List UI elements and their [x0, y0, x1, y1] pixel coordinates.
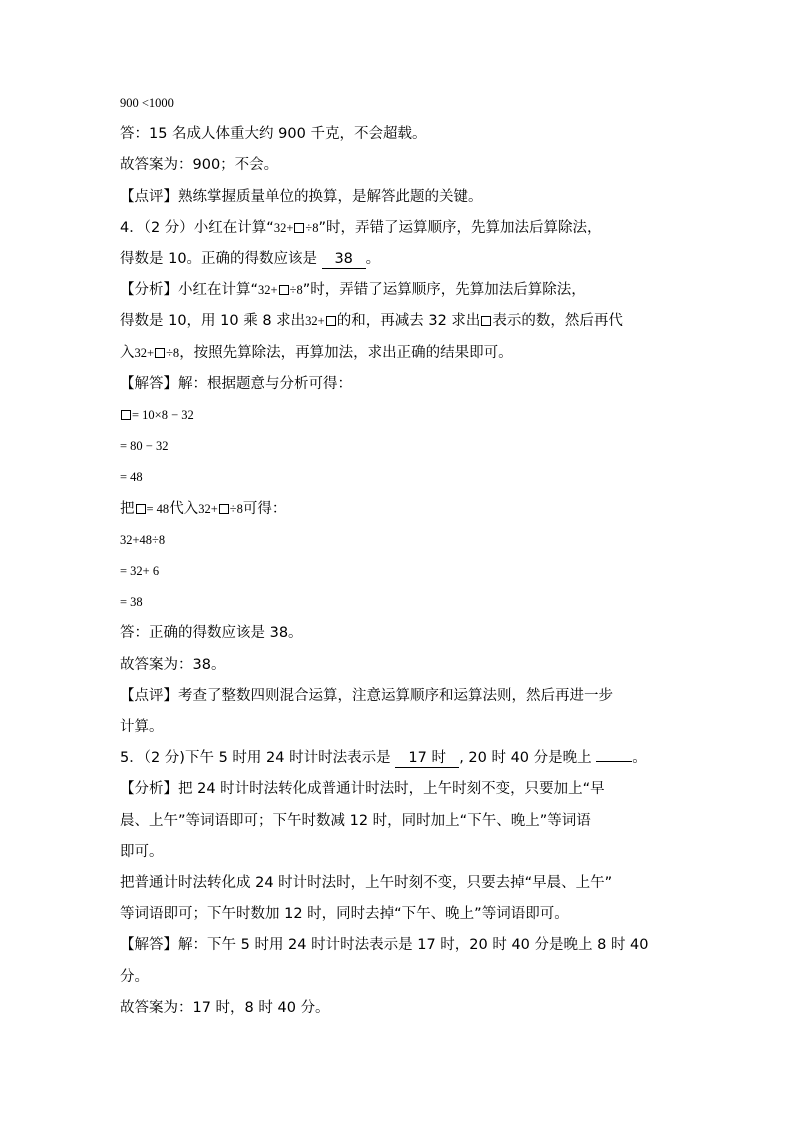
text-line: 晨、上午”等词语即可；下午时数减 12 时，同时加上“下午、晚上”等词语 — [120, 812, 591, 829]
math-expression: ÷8 — [166, 345, 180, 360]
question-4 — [120, 213, 680, 244]
text-line: 答：15 名成人体重大约 900 千克，不会超载。 — [120, 126, 427, 143]
math-expression: ÷8 — [229, 501, 243, 516]
text-line: 故答案为：17 时，8 时 40 分。 — [120, 999, 330, 1016]
text-line: 答：正确的得数应该是 38。 — [120, 625, 303, 642]
comment-line: 【点评】熟练掌握质量单位的换算，是解答此题的关键。 — [120, 188, 483, 205]
question-text: 得数是 10。正确的得数应该是 — [120, 251, 322, 268]
math-expression: = 48 — [120, 470, 143, 485]
math-expression: 900 <1000 — [120, 96, 174, 110]
analysis-line — [120, 275, 680, 306]
math-expression: = 48 — [146, 501, 170, 516]
text-line: 故答案为：38。 — [120, 656, 226, 673]
analysis-text: 入 — [120, 344, 135, 361]
answer-blank: 38 — [322, 250, 366, 269]
analysis-text: ，按照先算除法，再算加法，求出正确的结果即可。 — [179, 344, 513, 361]
text-line — [120, 338, 680, 369]
document-page — [120, 88, 680, 1024]
answer-blank: 17 时 — [395, 749, 459, 768]
analysis-text: 得数是 10，用 10 乘 8 求出 — [120, 313, 306, 330]
analysis-line: 【分析】把 24 时计时法转化成普通计时法时，上午时刻不变，只要加上“早 — [120, 781, 605, 798]
math-expression: 32+ — [305, 314, 325, 329]
answer-blank — [596, 761, 632, 762]
question-text: 4．（2 分）小红在计算“ — [120, 219, 274, 236]
blank-box-icon — [326, 316, 336, 326]
math-expression: = 38 — [120, 595, 143, 610]
math-expression: 32+ — [198, 501, 218, 516]
blank-box-icon — [294, 223, 304, 233]
math-line — [120, 556, 680, 587]
text-line: 把普通计时法转化成 24 时计时法时，上午时刻不变，只要去掉“早晨、上午” — [120, 875, 613, 892]
blank-box-icon — [136, 504, 146, 514]
math-expression: = 32+ 6 — [120, 564, 160, 579]
question-text: ”时，弄错了运算顺序，先算加法后算除法， — [318, 219, 602, 236]
math-expression: 32+ — [258, 283, 278, 298]
blank-box-icon — [279, 285, 289, 295]
text-line — [120, 306, 680, 337]
text-line — [120, 88, 680, 119]
solution-text: 可得： — [242, 500, 287, 517]
analysis-text: 【分析】小红在计算“ — [120, 282, 259, 299]
solution-line: 【解答】解：下午 5 时用 24 时计时法表示是 17 时，20 时 40 分是晚上 8 时 40 — [120, 937, 649, 954]
blank-box-icon — [121, 410, 131, 420]
text-line: 故答案为：900；不会。 — [120, 157, 279, 174]
math-expression: 32+ — [273, 220, 294, 235]
math-expression: ÷8 — [289, 283, 303, 298]
question-text: 。 — [365, 251, 381, 268]
text-line: 计算。 — [120, 719, 164, 736]
math-line — [120, 400, 680, 431]
math-line — [120, 525, 680, 556]
math-expression: ÷8 — [305, 220, 319, 235]
text-line — [120, 244, 680, 275]
solution-text: 把 — [120, 500, 135, 517]
blank-box-icon — [155, 348, 165, 358]
question-text: 5．（2 分)下午 5 时用 24 时计时法表示是 — [120, 750, 396, 767]
math-expression: = 80 − 32 — [120, 439, 169, 454]
analysis-text: ”时，弄错了运算顺序，先算加法后算除法， — [302, 282, 586, 299]
math-expression: 32+ — [134, 345, 155, 360]
analysis-text: 表示的数，然后再代 — [492, 313, 623, 330]
math-line — [120, 587, 680, 618]
text-line: 分。 — [120, 968, 149, 985]
question-text: 。 — [632, 750, 647, 767]
question-text: , 20 时 40 分是晚上 — [459, 750, 597, 767]
text-line: 即可。 — [120, 843, 164, 860]
blank-box-icon — [219, 504, 229, 514]
analysis-text: 的和，再减去 32 求出 — [336, 313, 481, 330]
math-expression: 32+48÷8 — [120, 532, 166, 547]
blank-box-icon — [481, 316, 491, 326]
math-line — [120, 431, 680, 462]
solution-text: 代入 — [169, 500, 199, 517]
comment-line: 【点评】考查了整数四则混合运算，注意运算顺序和运算法则，然后再进一步 — [120, 687, 613, 704]
math-expression: = 10×8 − 32 — [132, 408, 194, 423]
text-line: 等词语即可；下午时数加 12 时，同时去掉“下午、晚上”等词语即可。 — [120, 906, 569, 923]
question-5 — [120, 743, 680, 774]
math-line — [120, 462, 680, 493]
solution-line: 【解答】解：根据题意与分析可得： — [120, 375, 352, 392]
text-line — [120, 494, 680, 525]
